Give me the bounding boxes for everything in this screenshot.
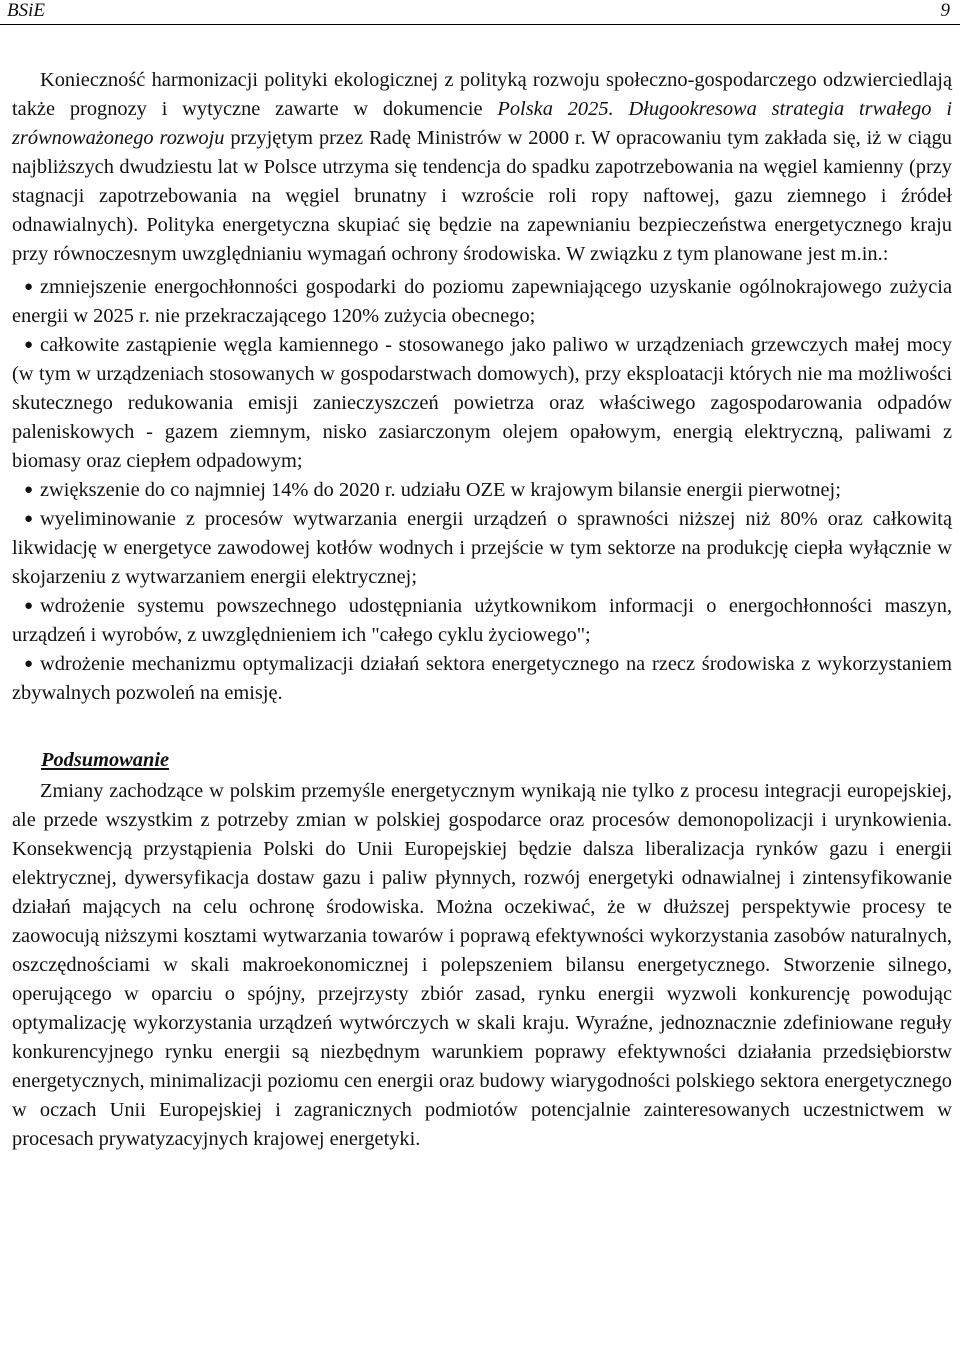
list-item <box>12 650 952 708</box>
list-item <box>12 505 952 592</box>
summary-paragraph: Zmiany zachodzące w polskim przemyśle energetycznym wynikają nie tylko z procesu integracji europejskiej, ale przede wszystkim z potrzeby zmian w polskiej gospodarce oraz procesów demonopolizacji i urynkowienia. Konsekwencją przystąpienia Polski do Unii Europejskiej będzie dalsza liberalizacja rynków gazu i energii elektrycznej, dywersyfikacja dostaw gazu i paliw płynnych, rozwój energetyki odnawialnej i zintensyfikowanie działań mających na celu ochronę środowiska. Można oczekiwać, że w dłuższej perspektywie procesy te zaowocują niższymi kosztami wytwarzania towarów i poprawą efektywności wykorzystania zasobów naturalnych, oszczędnościami w skali makroekonomicznej i polepszeniem bilansu energetycznego. Stworzenie silnego, operującego w oparciu o spójny, przejrzysty zbiór zasad, rynku energii wyzwoli konkurencję powodując optymalizację wykorzystania urządzeń wytwórczych w skali kraju. Wyraźne, jednoznacznie zdefiniowane reguły konkurencyjnego rynku energii są niezbędnym warunkiem poprawy efektywności działania przedsiębiorstw energetycznych, minimalizacji poziomu cen energii oraz budowy wiarygodności polskiego sektora energetycznego w oczach Unii Europejskiej i zagranicznych podmiotów potencjalnie zainteresowanych uczestnictwem w procesach prywatyzacyjnych krajowej energetyki. <box>12 780 952 1150</box>
list-item <box>12 331 952 476</box>
list-item <box>12 476 952 505</box>
bullet-icon: ● <box>24 598 34 614</box>
list-item-text: zwiększenie do co najmniej 14% do 2020 r. udziału OZE w krajowym bilansie energii pierwotnej; <box>40 479 841 501</box>
list-item-text: zmniejszenie energochłonności gospodarki do poziomu zapewniającego uzyskanie ogólnokrajowego zużycia energii w 2025 r. nie przekraczającego 120% zużycia obecnego; <box>12 276 952 327</box>
intro-text-1: Konieczność harmonizacji polityki ekologicznej z polityką rozwoju społeczno-gospodarczego odzwierciedlają także prognozy i wytyczne zawarte w dokumencie <box>12 69 952 120</box>
page-number: 9 <box>940 0 950 21</box>
bullet-icon: ● <box>24 656 34 672</box>
document-body <box>12 66 952 1154</box>
list-item-text: wyeliminowanie z procesów wytwarzania energii urządzeń o sprawności niższej niż 80% oraz całkowitą likwidację w energetyce zawodowej kotłów wodnych i przejście w tym sektorze na produkcję ciepła wyłącznie w skojarzeniu z wytwarzaniem energii elektrycznej; <box>12 508 952 588</box>
list-item <box>12 273 952 331</box>
list-item-text: całkowite zastąpienie węgla kamiennego - stosowanego jako paliwo w urządzeniach grzewczych małej mocy (w tym w urządzeniach stosowanych w gospodarstwach domowych), przy eksploatacji których nie ma możliwości skutecznego redukowania emisji zanieczyszczeń powietrza oraz właściwego zagospodarowania odpadów paleniskowych - gazem ziemnym, nisko zasiarczonym olejem opałowym, energią elektryczną, paliwami z biomasy oraz ciepłem odpadowym; <box>12 334 952 472</box>
intro-text-2: przyjętym przez Radę Ministrów w 2000 r. W opracowaniu tym zakłada się, iż w ciągu najbliższych dwudziestu lat w Polsce utrzyma się tendencja do spadku zapotrzebowania na węgiel kamienny (przy stagnacji zapotrzebowania na węgiel brunatny i wzroście roli ropy naftowej, gazu ziemnego i źródeł odnawialnych). Polityka energetyczna skupiać się będzie na zapewnianiu bezpieczeństwa energetycznego kraju przy równoczesnym uwzględnianiu wymagań ochrony środowiska. W związku z tym planowane jest m.in.: <box>12 127 952 265</box>
bullet-list <box>12 273 952 708</box>
header-journal-abbrev: BSiE <box>7 0 45 21</box>
list-item <box>12 592 952 650</box>
bullet-icon: ● <box>24 511 34 527</box>
bullet-icon: ● <box>24 279 34 295</box>
section-heading: Podsumowanie <box>41 749 170 771</box>
bullet-icon: ● <box>24 337 34 353</box>
list-item-text: wdrożenie mechanizmu optymalizacji działań sektora energetycznego na rzecz środowiska z wykorzystaniem zbywalnych pozwoleń na emisję. <box>12 653 952 704</box>
bullet-icon: ● <box>24 482 34 498</box>
page-header <box>0 0 960 25</box>
list-item-text: wdrożenie systemu powszechnego udostępniania użytkownikom informacji o energochłonności maszyn, urządzeń i wyrobów, z uwzględnieniem ich "całego cyklu życiowego"; <box>12 595 952 646</box>
intro-paragraph <box>12 66 952 269</box>
intro-doc-title: Polska 2025. Długookresowa strategia trwałego i zrównoważonego rozwoju <box>12 98 952 149</box>
